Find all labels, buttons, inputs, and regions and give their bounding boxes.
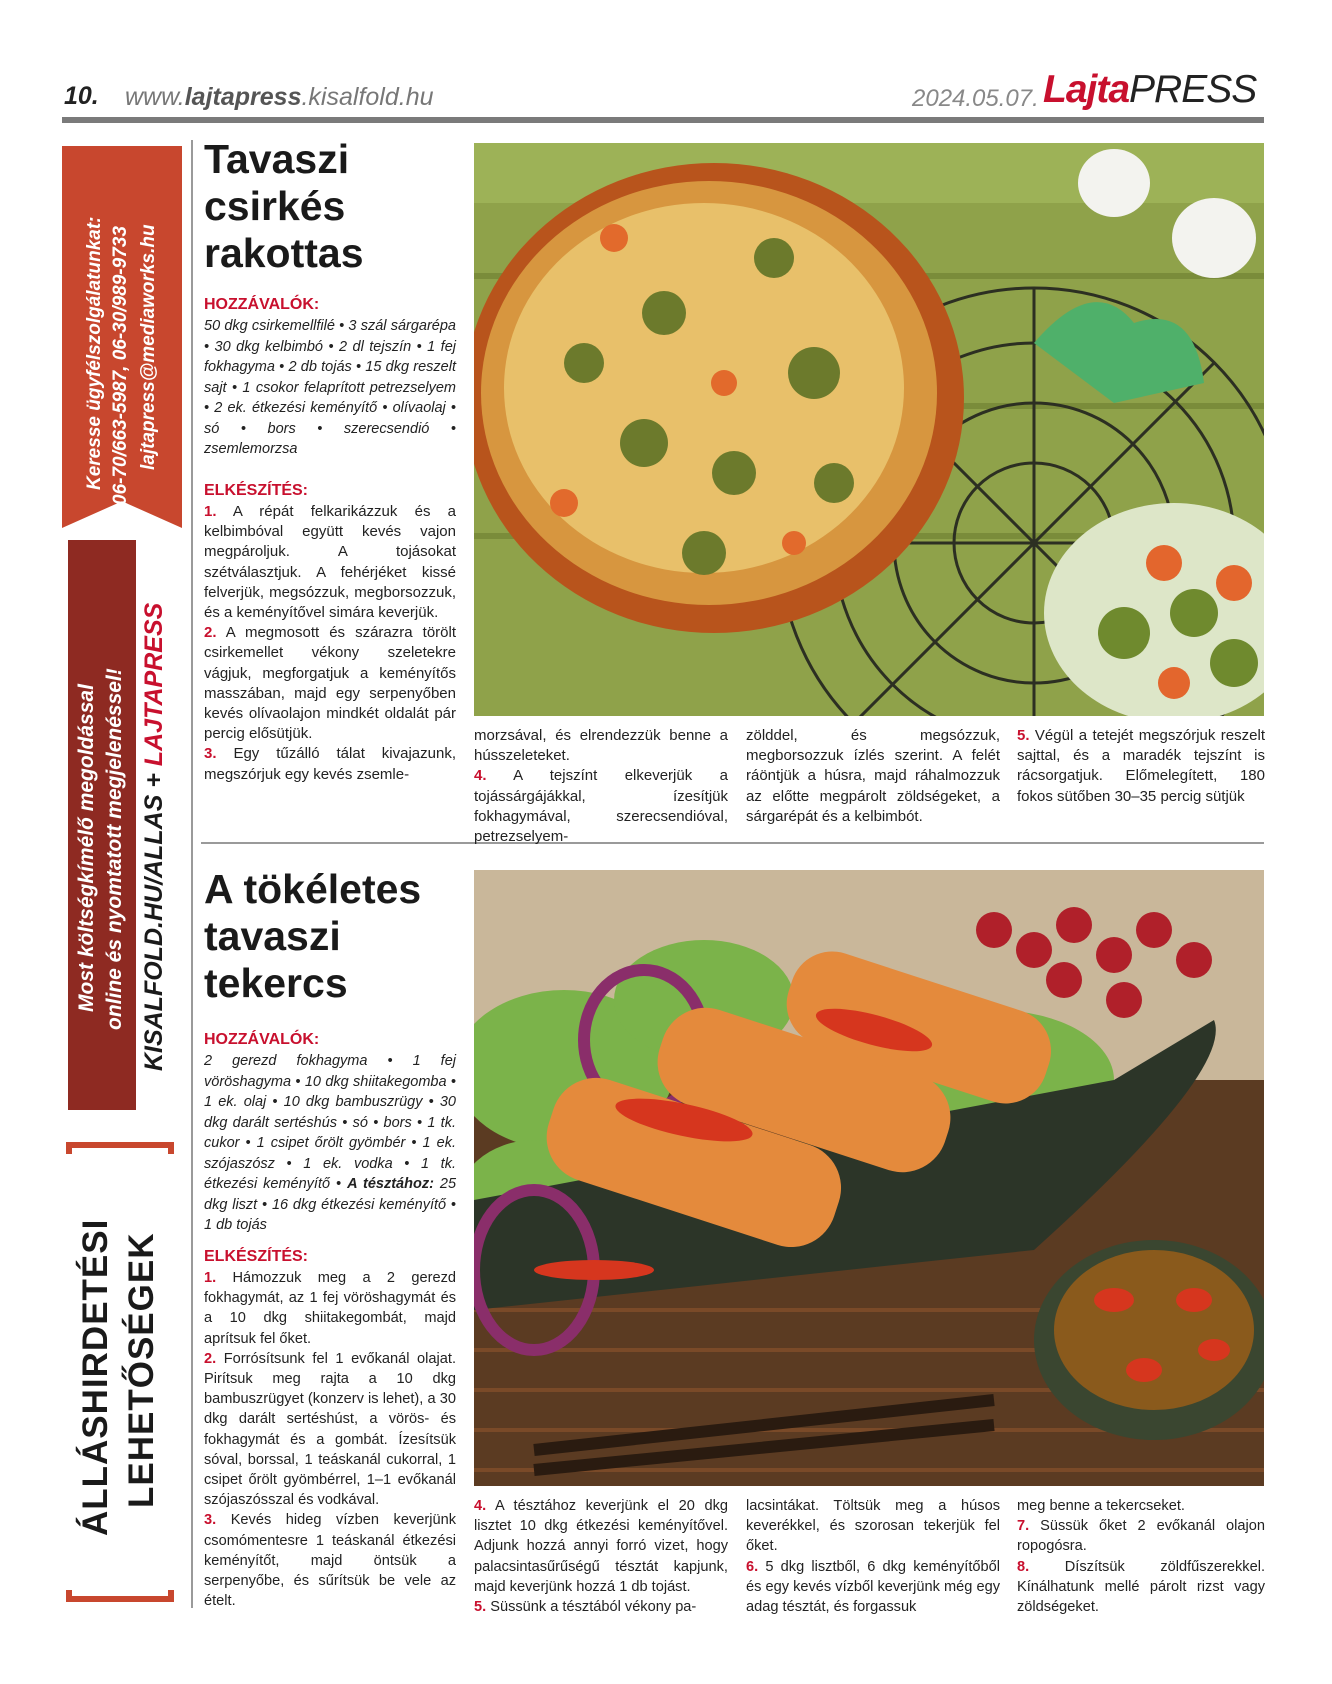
recipe2-ingredients bbox=[204, 1051, 456, 1236]
contact-phones: 06-70/663-5987, 06-30/989-9733 bbox=[110, 226, 131, 505]
recipe2-step bbox=[746, 1557, 1000, 1618]
text-fragment: 2 gerezd fokhagyma • 1 fej vöröshagyma • 10 dkg shiitakegomba • 1 ek. olaj • 10 dkg bambuszrügy • 30 dkg darált sertéshús • só • bors • 1 tk. cukor • 1 csipet őrölt gyömbér • 1 ek. szójaszósz • 1 ek. vodka • 1 tk. étkezési keményítő • bbox=[204, 1053, 456, 1192]
text-fragment: A tejszínt elkeverjük a tojássárgájákkal, ízesítjük fokhagymával, szerecsendióval, petrezselyem- bbox=[474, 767, 728, 846]
text-fragment: A tésztához keverjünk el 20 dkg lisztet 10 dkg étkezési keményítővel. Adjunk hozzá annyi forró vizet, hogy palacsintasűrűségű tésztát kapjunk, majd keverjünk hozzá 1 db tojást. bbox=[474, 1498, 729, 1595]
recipe1-method-heading: ELKÉSZÍTÉS: bbox=[204, 482, 309, 499]
text-fragment: Díszítsük zöldfűszerekkel. Kínálhatunk mellé párolt rizst vagy zöldségeket. bbox=[1017, 1558, 1265, 1616]
text-fragment: 5. bbox=[1017, 727, 1030, 744]
text-fragment: 1. bbox=[204, 503, 217, 520]
text-fragment: Egy tűzálló tálat kivajazunk, megszórjuk egy kevés zsemle- bbox=[204, 745, 457, 783]
promo-line-1: Most költségkímélő megoldással bbox=[75, 684, 98, 1012]
recipe1-step bbox=[204, 502, 456, 623]
text-fragment: Kevés hideg vízben keverjünk csomómentesre 1 teáskanál étkezési keményítőt, majd öntsük a serpenyőbe, és sűrítsük be vele az ételt. bbox=[204, 1512, 456, 1610]
bracket-bottom bbox=[66, 1590, 174, 1602]
recipe2-steps-col3 bbox=[746, 1496, 1000, 1617]
issue-date: 2024.05.07. bbox=[912, 85, 1039, 112]
text-fragment: 4. bbox=[474, 767, 487, 785]
job-ads-heading-1: ÁLLÁSHIRDETÉSI bbox=[76, 1218, 115, 1536]
text-fragment: 1. bbox=[204, 1270, 217, 1286]
recipe2-step bbox=[1017, 1557, 1265, 1618]
recipe2-step bbox=[1017, 1496, 1265, 1516]
text-fragment: lacsintákat. Töltsük meg a húsos keverékkel, és szorosan tekerjük fel őket. bbox=[746, 1498, 1000, 1555]
logo-part-press: PRESS bbox=[1129, 68, 1257, 111]
text-fragment: 5. bbox=[474, 1599, 487, 1616]
text-fragment: A répát felkarikázzuk és a kelbimbóval együtt kevés vajon megpároljuk. A tojásokat szétválasztjuk. A fehérjéket kissé felverjük, megsózzuk, megborsozzuk, és a keményítővel simára keverjük. bbox=[204, 503, 456, 622]
recipe1-step bbox=[1017, 726, 1265, 807]
text-fragment: 4. bbox=[474, 1498, 487, 1514]
dough-label: A tésztához: bbox=[347, 1176, 434, 1192]
text-fragment: 3. bbox=[204, 1512, 217, 1529]
bracket-top bbox=[66, 1142, 174, 1154]
text-fragment: 7. bbox=[1017, 1518, 1030, 1535]
text-fragment: Forrósítsunk fel 1 evőkanál olajat. Pirítsuk meg rajta a 10 dkg bambuszrügyet (konzerv is lehet), a 30 dkg darált sertéshúst, a vörös- és fokhagymát és a gombát. Ízesítsük sóval, borssal, 1 teáskanál cukorral, 1 csipet őrölt gyömbérrel, 1–1 evőkanál szójaszósszal és vodkával. bbox=[204, 1350, 456, 1509]
text-fragment: meg benne a tekercseket. bbox=[1017, 1498, 1185, 1514]
recipe2-steps-col2 bbox=[474, 1496, 728, 1617]
logo-part-lajta: Lajta bbox=[1043, 68, 1130, 111]
url-prefix: www. bbox=[125, 83, 185, 111]
header-rule bbox=[62, 117, 1264, 123]
recipe1-steps-col3 bbox=[746, 726, 1000, 827]
recipe1-step bbox=[474, 726, 728, 766]
page-number: 10. bbox=[64, 82, 99, 110]
job-ads-heading-2: LEHETŐSÉGEK bbox=[122, 1232, 161, 1508]
text-fragment: zölddel, és megsózzuk, megborsozzuk ízlés szerint. A felét ráöntjük a húsra, majd ráhalmozzuk az előtte megpárolt zöldségeket, a sárgarépát és a kelbimbót. bbox=[746, 727, 1000, 825]
text-fragment: morzsával, és elrendezzük benne a hússzeleteket. bbox=[474, 727, 728, 765]
recipe1-ingredients-heading: HOZZÁVALÓK: bbox=[204, 296, 320, 313]
recipe1-step bbox=[204, 744, 456, 784]
lajtapress-logo bbox=[1043, 68, 1256, 112]
text-fragment: Hámozzuk meg a 2 gerezd fokhagymát, az 1 fej vöröshagymát és a 10 dkg shiitakegombát, majd aprítsuk fel őket. bbox=[204, 1270, 456, 1347]
recipe-divider bbox=[201, 842, 1264, 844]
recipe2-step bbox=[1017, 1516, 1265, 1556]
recipe2-step bbox=[474, 1496, 728, 1597]
recipe2-steps-col1 bbox=[204, 1268, 456, 1611]
recipe2-steps-col4 bbox=[1017, 1496, 1265, 1617]
recipe2-step bbox=[204, 1268, 456, 1349]
recipe1-title: Tavaszi csirkés rakottas bbox=[204, 136, 364, 276]
promo-link[interactable] bbox=[140, 603, 169, 1071]
recipe1-step bbox=[474, 766, 728, 847]
recipe2-step bbox=[474, 1597, 728, 1617]
text-fragment: Végül a tetejét megszórjuk reszelt sajttal, és a maradék tejszínt is rácsorgatjuk. Előmelegített, 180 fokos sütőben 30–35 percig sütjük bbox=[1017, 727, 1265, 805]
promo-line-2: online és nyomtatott megjelenéssel! bbox=[103, 668, 126, 1030]
contact-line-1: Keresse ügyfélszolgálatunkat: bbox=[84, 216, 105, 490]
text-fragment: 2. bbox=[204, 624, 217, 642]
casserole-photo bbox=[474, 143, 1264, 716]
text-fragment: 25 dkg liszt • 16 dkg étkezési keményítő • 1 db tojás bbox=[204, 1176, 457, 1233]
recipe1-ingredients: 50 dkg csirkemellfilé • 3 szál sárgarépa • 30 dkg kelbimbó • 2 dl tejszín • 1 fej fokhagyma • 2 db tojás • 15 dkg reszelt sajt • 1 csokor felaprított petrezselyem • 2 ek. étkezési keményítő • olívaolaj • só • bors • szerecsendió • zsemlemorzsa bbox=[204, 318, 456, 457]
recipe2-step bbox=[204, 1510, 456, 1611]
text-fragment: 8. bbox=[1017, 1558, 1030, 1575]
recipe1-steps-col1 bbox=[204, 502, 456, 785]
recipe2-method-heading: ELKÉSZÍTÉS: bbox=[204, 1248, 309, 1265]
recipe1-step bbox=[746, 726, 1000, 827]
text-fragment: 5 dkg lisztből, 6 dkg keményítőből és egy kevés vízből keverjünk még egy adag tésztát, és forgassuk bbox=[746, 1558, 1000, 1616]
recipe1-step bbox=[204, 623, 456, 744]
recipe2-title: A tökéletes tavaszi tekercs bbox=[204, 866, 422, 1006]
promo-link-text: KISALFOLD.HU/ALLAS + bbox=[140, 766, 168, 1071]
url-brand: lajtapress bbox=[184, 83, 302, 111]
text-fragment: Süssünk a tésztából vékony pa- bbox=[490, 1599, 697, 1616]
text-fragment: 3. bbox=[204, 745, 217, 763]
recipe2-step bbox=[746, 1496, 1000, 1557]
column-divider bbox=[191, 140, 193, 1608]
spring-rolls-photo bbox=[474, 870, 1264, 1486]
text-fragment: 6. bbox=[746, 1558, 759, 1575]
text-fragment: A megmosott és szárazra törölt csirkemellet vékony szeletekre vágjuk, megforgatjuk a keményítős masszában, majd egy serpenyőben kevés olívaolajon mindkét oldalát pár percig elősütjük. bbox=[204, 624, 456, 743]
recipe1-steps-col4 bbox=[1017, 726, 1265, 807]
site-url[interactable] bbox=[125, 83, 434, 112]
contact-email[interactable]: lajtapress@mediaworks.hu bbox=[138, 224, 159, 470]
recipe2-step bbox=[204, 1349, 456, 1511]
recipe1-steps-col2 bbox=[474, 726, 728, 847]
spring-rolls-illustration bbox=[474, 870, 1264, 1486]
text-fragment: 2. bbox=[204, 1350, 217, 1367]
recipe2-ingredients-heading: HOZZÁVALÓK: bbox=[204, 1031, 320, 1048]
text-fragment: Süssük őket 2 evőkanál olajon ropogósra. bbox=[1017, 1518, 1265, 1555]
url-suffix: .kisalfold.hu bbox=[301, 83, 434, 111]
casserole-illustration bbox=[474, 143, 1264, 716]
promo-link-brand: LAJTAPRESS bbox=[140, 602, 168, 767]
